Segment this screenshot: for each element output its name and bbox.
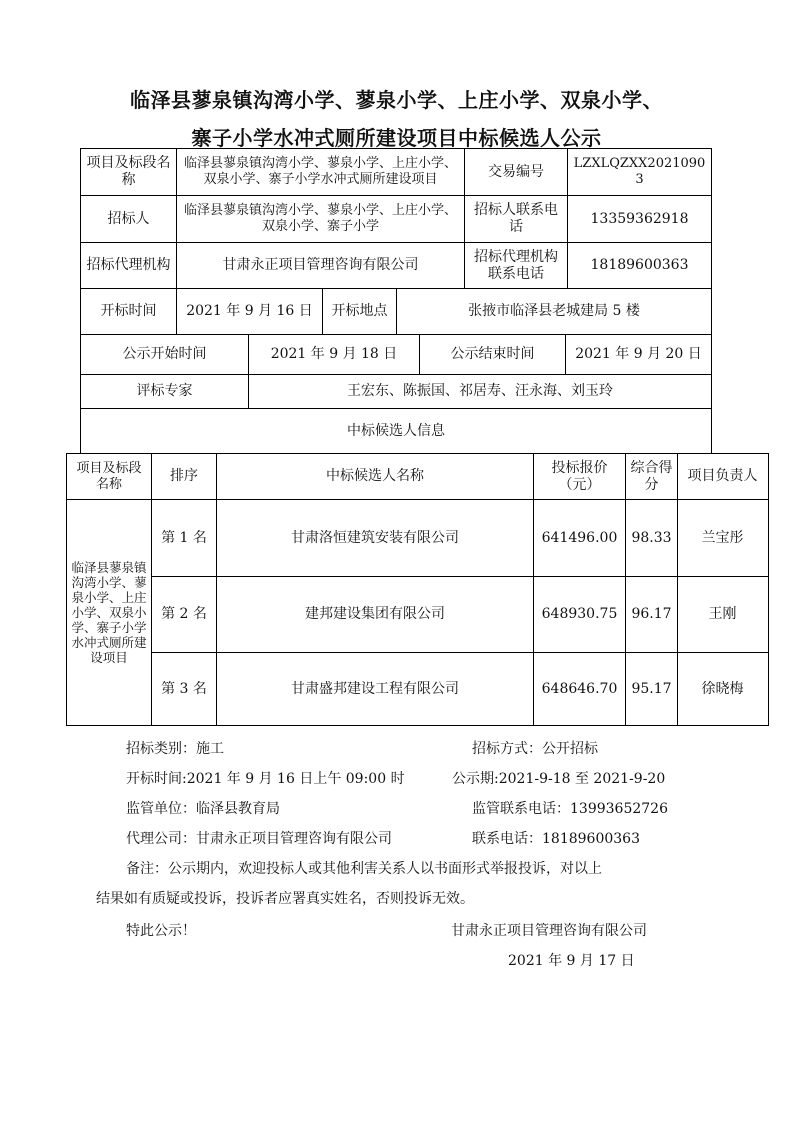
footer-open-time: 开标时间:2021 年 9 月 16 日上午 09:00 时: [126, 771, 405, 787]
agency-phone-label: 招标代理机构联系电话: [464, 242, 568, 289]
table-row-agency: [80, 242, 712, 289]
open-time-value: 2021 年 9 月 16 日: [176, 288, 323, 335]
candidate-manager: 王刚: [677, 576, 769, 653]
tender-category: 招标类别：施工: [126, 741, 224, 757]
table-row-open: [80, 288, 712, 335]
candidate-manager: 徐晓梅: [677, 652, 769, 726]
open-place-value: 张掖市临泽县老城建局 5 楼: [396, 288, 712, 335]
candidate-manager: 兰宝彤: [677, 499, 769, 577]
note-line-1: 备注：公示期内，欢迎投标人或其他利害关系人以书面形式举报投诉，对以上: [126, 861, 602, 877]
col-header-name: 中标候选人名称: [216, 453, 534, 500]
candidate-price: 648646.70: [533, 652, 626, 726]
agency-phone-value: 18189600363: [567, 242, 712, 289]
trade-no-value: LZXLQZXX20210903: [567, 148, 712, 196]
candidate-price: 648930.75: [533, 576, 626, 653]
project-value: 临泽县蓼泉镇沟湾小学、蓼泉小学、上庄小学、双泉小学、寨子小学水冲式厕所建设项目: [176, 148, 465, 196]
tenderer-phone-value: 13359362918: [567, 195, 712, 243]
col-header-manager: 项目负责人: [677, 453, 769, 500]
col-header-price: 投标报价（元）: [533, 453, 626, 500]
agency-label: 招标代理机构: [80, 242, 177, 289]
experts-value: 王宏东、陈振国、祁居寿、汪永海、刘玉玲: [248, 374, 712, 409]
candidate-rank: 第 1 名: [151, 499, 217, 577]
candidate-rank: 第 3 名: [151, 652, 217, 726]
signature-date: 2021 年 9 月 17 日: [508, 953, 635, 969]
tenderer-value: 临泽县蓼泉镇沟湾小学、蓼泉小学、上庄小学、双泉小学、寨子小学: [176, 195, 465, 243]
table-row: [66, 576, 712, 653]
candidate-score: 96.17: [625, 576, 678, 653]
closing-text: 特此公示！: [126, 923, 196, 939]
agency-value: 甘肃永正项目管理咨询有限公司: [176, 242, 465, 289]
document-title-line-2: 寨子小学水冲式厕所建设项目中标候选人公示: [191, 126, 602, 150]
col-header-score: 综合得分: [625, 453, 678, 500]
note-line-2: 结果如有质疑或投诉，投诉者应署真实姓名，否则投诉无效。: [96, 891, 474, 907]
candidate-score: 95.17: [625, 652, 678, 726]
candidate-name: 甘肃盛邦建设工程有限公司: [216, 652, 534, 726]
trade-no-label: 交易编号: [464, 148, 568, 196]
candidates-header-row: [66, 453, 712, 500]
pub-start-label: 公示开始时间: [80, 334, 249, 375]
project-label: 项目及标段名称: [80, 148, 177, 196]
tenderer-phone-label: 招标人联系电话: [464, 195, 568, 243]
table-row-candidates-header: [80, 408, 712, 454]
candidates-project-name: 临泽县蓼泉镇沟湾小学、蓼泉小学、上庄小学、双泉小学、寨子小学水冲式厕所建设项目: [66, 499, 152, 726]
table-row-publication: [80, 334, 712, 375]
experts-label: 评标专家: [80, 374, 249, 409]
supervisor: 监管单位：临泽县教育局: [126, 801, 280, 817]
document-title-line-1: 临泽县蓼泉镇沟湾小学、蓼泉小学、上庄小学、双泉小学、: [130, 88, 663, 112]
candidates-section-title: 中标候选人信息: [80, 408, 712, 454]
table-row: [66, 652, 712, 726]
candidate-price: 641496.00: [533, 499, 626, 577]
table-row-project: [80, 148, 712, 196]
pub-end-label: 公示结束时间: [419, 334, 566, 375]
tenderer-label: 招标人: [80, 195, 177, 243]
open-time-label: 开标时间: [80, 288, 177, 335]
table-row-experts: [80, 374, 712, 409]
candidate-score: 98.33: [625, 499, 678, 577]
signature: 甘肃永正项目管理咨询有限公司: [451, 923, 647, 939]
supervisor-phone: 监管联系电话：13993652726: [472, 801, 668, 817]
candidate-rank: 第 2 名: [151, 576, 217, 653]
table-row: [66, 499, 712, 577]
col-header-rank: 排序: [151, 453, 217, 500]
footer-pub-period: 公示期:2021-9-18 至 2021-9-20: [452, 771, 666, 787]
agent-phone: 联系电话：18189600363: [472, 831, 640, 847]
open-place-label: 开标地点: [322, 288, 397, 335]
tender-method: 招标方式：公开招标: [472, 741, 598, 757]
agent-company: 代理公司：甘肃永正项目管理咨询有限公司: [126, 831, 392, 847]
candidate-name: 甘肃洛恒建筑安装有限公司: [216, 499, 534, 577]
table-row-tenderer: [80, 195, 712, 243]
col-header-project: 项目及标段名称: [66, 453, 152, 500]
pub-start-value: 2021 年 9 月 18 日: [248, 334, 420, 375]
pub-end-value: 2021 年 9 月 20 日: [565, 334, 712, 375]
candidate-name: 建邦建设集团有限公司: [216, 576, 534, 653]
